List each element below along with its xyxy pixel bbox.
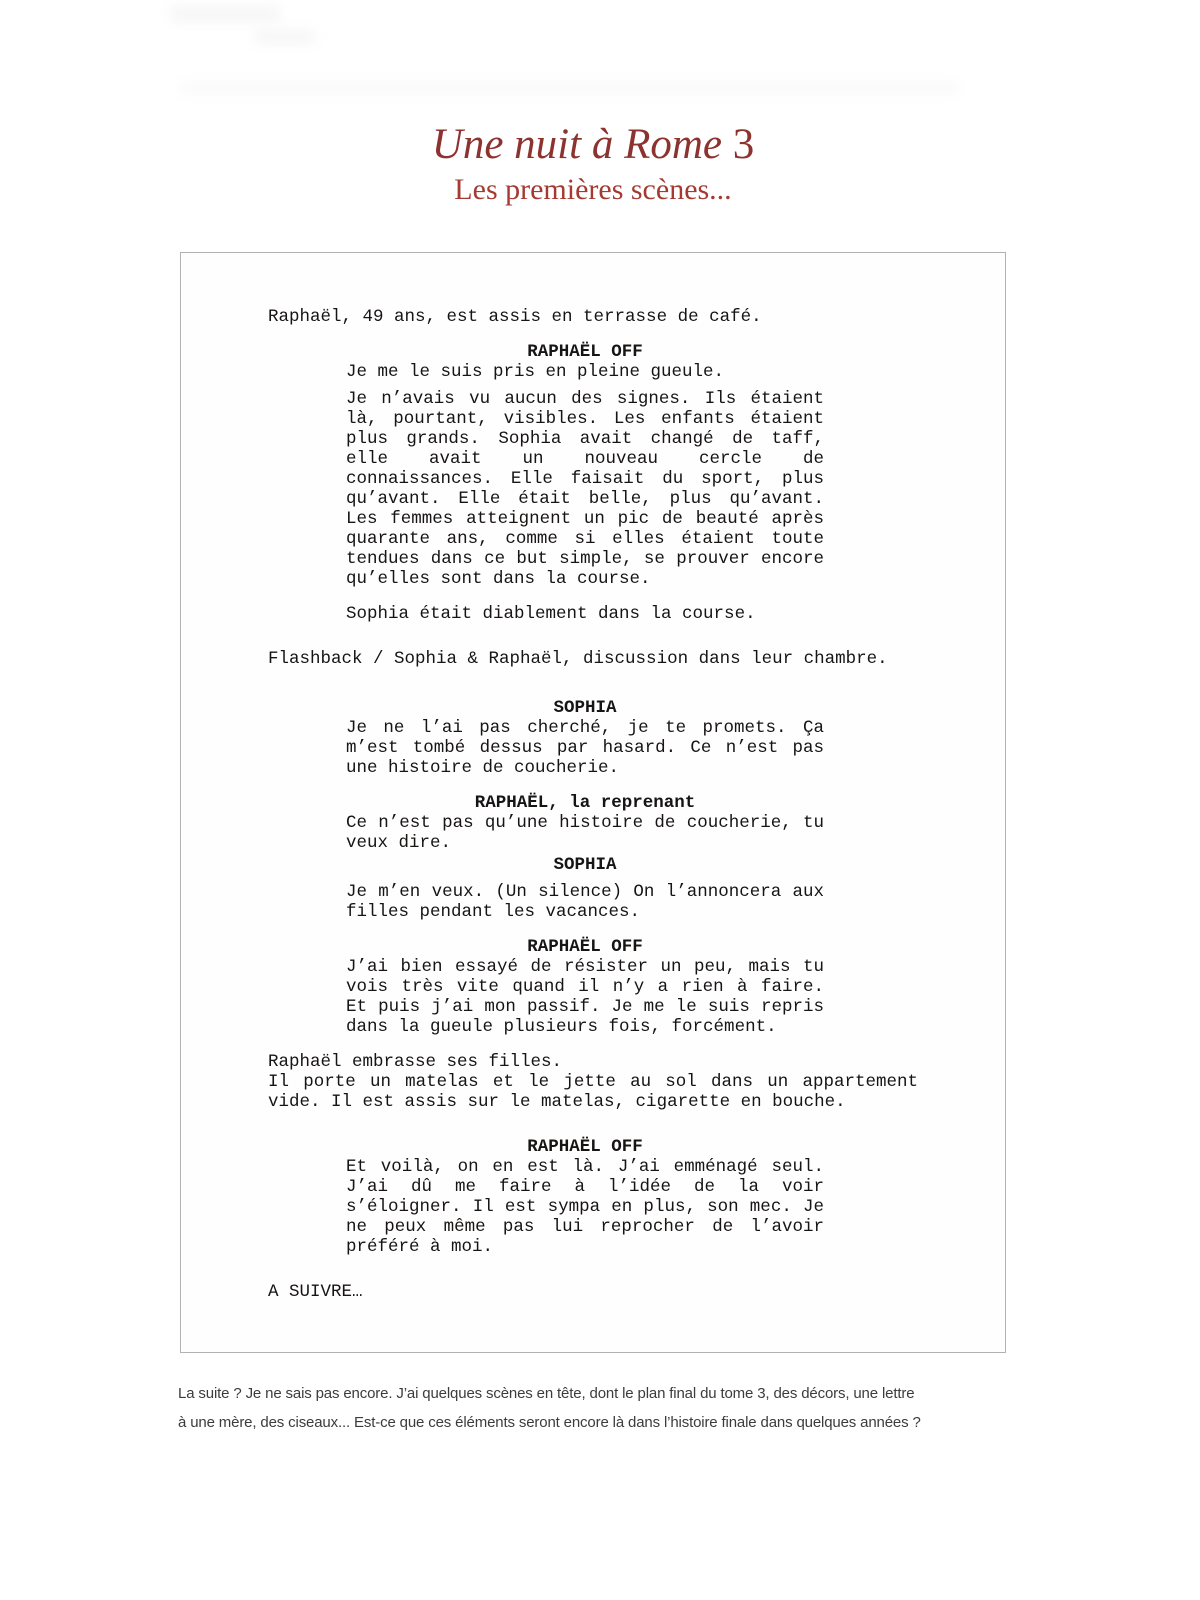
script-dialogue: Je m’en veux. (Un silence) On l’annoncera aux filles pendant les vacances. xyxy=(346,882,824,922)
scan-artifact xyxy=(255,30,315,44)
script-dialogue: J’ai bien essayé de résister un peu, mais tu vois très vite quand il n’y a rien à faire. Et puis j’ai mon passif. Je me le suis repris dans la gueule plusieurs fois, forcément. xyxy=(346,957,824,1037)
script-dialogue: Je n’avais vu aucun des signes. Ils étaient là, pourtant, visibles. Les enfants étaient plus grands. Sophia avait changé de taff, elle avait un nouveau cercle de connaissances. Elle faisait du sport, plus qu’avant. Elle était belle, plus qu’avant. Les femmes atteignent un pic de beauté après quarante ans, comme si elles étaient toute tendues dans ce but simple, se prouver encore qu’elles sont dans la course. xyxy=(346,389,824,589)
scan-artifact xyxy=(180,82,960,94)
script-action: Flashback / Sophia & Raphaël, discussion dans leur chambre. xyxy=(268,649,888,669)
script-dialogue: Sophia était diablement dans la course. xyxy=(346,604,756,624)
script-page-box xyxy=(180,252,1006,1353)
scan-artifact xyxy=(170,6,280,22)
page-title-text: Une nuit à Rome xyxy=(431,121,722,168)
script-action: Il porte un matelas et le jette au sol dans un appartement vide. Il est assis sur le matelas, cigarette en bouche. xyxy=(268,1072,918,1112)
author-note-line: à une mère, des ciseaux... Est-ce que ces éléments seront encore là dans l’histoire finale dans quelques années ? xyxy=(178,1413,921,1431)
script-dialogue: Je me le suis pris en pleine gueule. xyxy=(346,362,725,382)
script-action: Raphaël, 49 ans, est assis en terrasse de café. xyxy=(268,307,762,327)
script-character: RAPHAËL OFF xyxy=(527,342,643,362)
script-character: SOPHIA xyxy=(553,855,617,875)
script-dialogue: Ce n’est pas qu’une histoire de coucherie, tu veux dire. xyxy=(346,813,824,853)
title-block xyxy=(180,120,1006,208)
script-content xyxy=(181,253,1005,1302)
page-subtitle: Les premières scènes... xyxy=(454,173,732,206)
script-character: RAPHAËL, la reprenant xyxy=(474,793,696,813)
script-character: SOPHIA xyxy=(553,698,617,718)
script-character: RAPHAËL OFF xyxy=(527,1137,643,1157)
script-character: RAPHAËL OFF xyxy=(527,937,643,957)
script-action: Raphaël embrasse ses filles. xyxy=(268,1052,563,1072)
author-note xyxy=(178,1380,1038,1437)
page-title-number: 3 xyxy=(721,121,755,168)
page-title xyxy=(180,120,1006,170)
author-note-line: La suite ? Je ne sais pas encore. J’ai quelques scènes en tête, dont le plan final du tome 3, des décors, une lettre xyxy=(178,1385,915,1402)
script-dialogue: Je ne l’ai pas cherché, je te promets. Ça m’est tombé dessus par hasard. Ce n’est pas une histoire de coucherie. xyxy=(346,718,824,778)
script-action: A SUIVRE… xyxy=(268,1282,363,1302)
script-dialogue: Et voilà, on en est là. J’ai emménagé seul. J’ai dû me faire à l’idée de la voir s’éloigner. Il est sympa en plus, son mec. Je ne peux même pas lui reprocher de l’avoir préféré à moi. xyxy=(346,1157,824,1257)
